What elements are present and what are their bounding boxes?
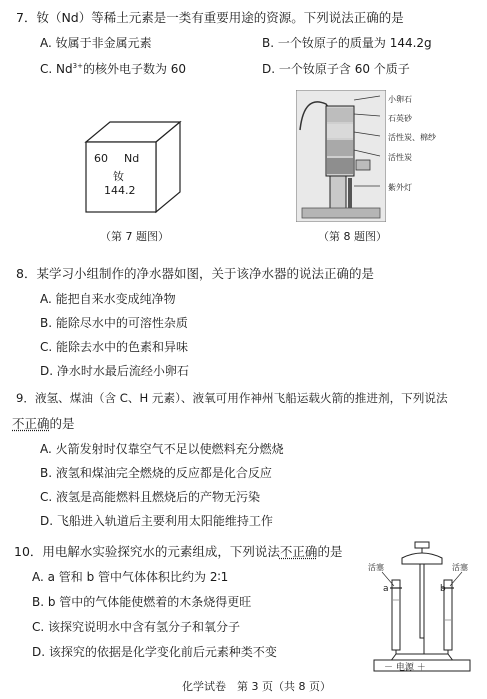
electrolysis-figure <box>368 540 476 672</box>
q10-negation: 不正确 <box>279 544 318 559</box>
q8-option-b: B. 能除尽水中的可溶性杂质 <box>40 316 188 330</box>
electrolysis-tube-b-label: b <box>440 584 446 594</box>
q10-stem: 10．用电解水实验探究水的元素组成，下列说法不正确的是 <box>14 544 343 559</box>
q10-option-b: B. b 管中的气体能使燃着的木条烧得更旺 <box>32 595 252 609</box>
q8-option-c: C. 能除去水中的色素和异味 <box>40 340 189 354</box>
q8-figure-caption: （第 8 题图） <box>318 230 387 243</box>
purifier-label-uv-lamp: 紫外灯 <box>388 183 412 192</box>
q7-figure-caption: （第 7 题图） <box>100 230 169 243</box>
purifier-label-activated-carbon: 活性炭 <box>388 153 412 162</box>
q7-option-b: B. 一个钕原子的质量为 144.2g <box>262 36 432 50</box>
purifier-label-pebbles: 小卵石 <box>388 95 412 104</box>
q9-stem-line2: 不正确的是 <box>12 416 75 431</box>
element-name: 钕 <box>113 170 124 183</box>
page-footer: 化学试卷 第 3 页（共 8 页） <box>182 680 331 693</box>
q9-negation: 不正确 <box>12 416 50 431</box>
q10-option-d: D. 该探究的依据是化学变化前后元素种类不变 <box>32 645 277 659</box>
q9-option-b: B. 液氢和煤油完全燃烧的反应都是化合反应 <box>40 466 272 480</box>
q8-option-d: D. 净水时水最后流经小卵石 <box>40 364 189 378</box>
element-atomic-number: 60 <box>94 152 108 165</box>
q9-option-d: D. 飞船进入轨道后主要利用太阳能维持工作 <box>40 514 273 528</box>
q7-option-a: A. 钕属于非金属元素 <box>40 36 152 50</box>
element-card-figure <box>80 118 190 218</box>
q7-option-c: C. $Nd^{3+}$的核外电子数为 60 <box>40 62 187 76</box>
q9-option-a: A. 火箭发射时仅靠空气不足以使燃料充分燃烧 <box>40 442 284 456</box>
q10-option-c: C. 该探究说明水中含有氢分子和氧分子 <box>32 620 241 634</box>
electrolysis-power-label: － 电源 ＋ <box>384 663 426 673</box>
q8-option-a: A. 能把自来水变成纯净物 <box>40 292 176 306</box>
q7-stem: 7．钕（Nd）等稀土元素是一类有重要用途的资源。下列说法正确的是 <box>16 10 404 25</box>
electrolysis-right-stopcock-label: 活塞 <box>452 563 468 572</box>
q9-option-c: C. 液氢是高能燃料且燃烧后的产物无污染 <box>40 490 261 504</box>
element-mass: 144.2 <box>104 184 136 197</box>
water-purifier-figure <box>296 90 386 222</box>
purifier-label-quartz-sand: 石英砂 <box>388 114 412 123</box>
q10-option-a: A. a 管和 b 管中气体体积比约为 2∶1 <box>32 570 229 584</box>
q7-option-d: D. 一个钕原子含 60 个质子 <box>262 62 410 76</box>
q9-stem-line1: 9．液氢、煤油（含 C、H 元素）、液氧可用作神州飞船运载火箭的推进剂，下列说法 <box>16 391 448 405</box>
purifier-label-carbon-cotton: 活性炭、棉纱 <box>388 133 436 142</box>
electrolysis-left-stopcock-label: 活塞 <box>368 563 384 572</box>
electrolysis-tube-a-label: a <box>383 584 389 594</box>
q8-stem: 8．某学习小组制作的净水器如图，关于该净水器的说法正确的是 <box>16 266 374 281</box>
element-symbol: Nd <box>124 152 140 165</box>
